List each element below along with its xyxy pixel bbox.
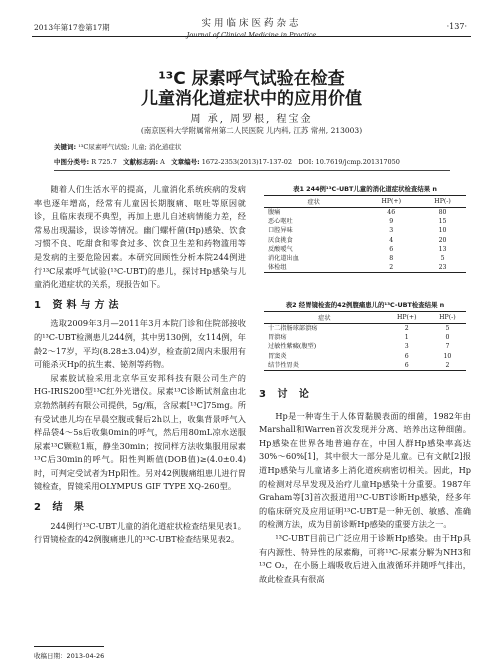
table-cell: 结节性胃炎 (264, 361, 385, 371)
journal-name-cn: 实用临床医药杂志 (201, 18, 302, 29)
affiliation: (南京医科大学附属常州第二人民医院 儿内科, 江苏 常州, 213003) (140, 126, 363, 135)
article-no-label: 文章编号: (171, 158, 200, 166)
classification-line (54, 157, 400, 166)
table-row (264, 208, 466, 218)
table-cell: 2 (404, 325, 409, 332)
issue-info: 2013年第17卷第17期 (34, 23, 110, 32)
authors: 周 承, 周罗根, 程宝金 (190, 114, 313, 125)
header-rule (32, 36, 471, 37)
table-cell: 1 (404, 334, 409, 342)
table-1-header-symptom: 症状 (264, 196, 363, 208)
doc-code-value: A (160, 158, 165, 166)
keywords-label: 关键词: (54, 143, 77, 151)
table-cell: 2 (429, 361, 466, 371)
article-title-line2: 儿童消化道症状中的应用价值 (141, 89, 362, 109)
table-cell: 13 (438, 245, 447, 253)
table-row (264, 254, 466, 263)
table-cell: 6 (389, 245, 394, 253)
table-row (264, 245, 466, 254)
table-row (264, 333, 466, 342)
section-3-paragraph-2: ¹³C-UBT目前已广泛应用于诊断Hp感染。由于Hp具有内源性、特异性的尿素酶，可将¹³C-尿素分解为NH3和¹³C O₂，在小肠上端吸收后进入血液循环并随呼气排出，故此检查具有很高 (259, 532, 471, 584)
table-cell: 15 (438, 218, 447, 226)
section-2-paragraph-1: 244例行¹³C-UBT儿童的消化道症状检查结果见表1。行胃镜检查的42例腹痛患儿的¹³C-UBT检查结果见表2。 (34, 520, 246, 545)
table-2-header-row (264, 312, 466, 324)
table-row (264, 236, 466, 245)
section-2-heading: 2 结 果 (34, 502, 88, 514)
table-cell: 5 (445, 325, 450, 332)
footnote-rule (34, 646, 104, 647)
table-1-header-hp-neg: HP(-) (419, 196, 466, 208)
table-cell: 胃溃疡 (268, 334, 287, 342)
right-column (259, 388, 471, 586)
page-number: ·137· (446, 22, 467, 31)
received-date: 收稿日期：2013-04-26 (34, 652, 105, 660)
table-cell: 10 (438, 227, 447, 235)
doc-code-label: 文献标志码: (122, 158, 159, 166)
table-cell: 6 (385, 361, 429, 371)
table-row (264, 342, 466, 351)
table-cell: 0 (445, 334, 450, 342)
table-row (264, 226, 466, 235)
table-row (264, 324, 466, 334)
table-cell: 3 (389, 227, 394, 235)
section-3-paragraph-1: Hp是一种寄生于人体胃黏膜表面的细菌，1982年由Marshall和Warren首次发现并分离、培养出这种细菌。Hp感染在世界各地普遍存在，中国人群Hp感染率高达30%～60%[1]，其中很大一部分是儿童。已有文献[2]报道Hp感染与儿童诸多上消化道疾病密切相关。因此，Hp的检测对尽早发现及治疗儿童Hp感染十分重要。1987年Graham等[3]首次报道用¹³C-UBT诊断Hp感染，经多年的临床研究及应用证明¹³C-UBT是一种无创、敏感、准确的检测方法，成为目前诊断Hp感染的重要方法之一。 (259, 410, 471, 530)
section-1-paragraph-1: 选取2009年3月—2011年3月本院门诊和住院部接收的¹³C-UBT检测患儿244例，其中男130例，女114例，年龄2～17岁，平均(8.28±3.04)岁，检查前2周内未服用有可能杀灭Hp的抗生素、铋剂等药物。 (34, 318, 246, 370)
table-1-header-hp-pos: HP(+) (363, 196, 419, 208)
table-row (264, 352, 466, 361)
table-cell: 7 (445, 343, 450, 351)
table-cell: 46 (387, 209, 396, 216)
article-no-value: 1672-2353(2013)17-137-02 (201, 158, 292, 166)
table-2-header-hp-pos: HP(+) (385, 312, 429, 324)
table-cell: 3 (404, 343, 409, 351)
journal-name-en: Journal of Clinical Medicine in Practice (186, 31, 317, 39)
section-1-heading: 1 资料与方法 (34, 299, 123, 311)
table-2-caption: 表2 经胃镜检查的42例腹痛患儿的¹³C-UBT检查结果 n (285, 301, 445, 309)
table-2 (264, 311, 466, 371)
meta-rule (54, 170, 450, 171)
table-cell: 20 (438, 236, 447, 244)
table-cell: 6 (404, 352, 409, 360)
table-row (264, 217, 466, 226)
keywords-value: ¹³C尿素呼气试验; 儿童; 消化道症状 (78, 143, 182, 151)
section-3-heading: 3 讨 论 (259, 389, 313, 400)
clc-label: 中图分类号: (54, 158, 90, 166)
clc-value: R 725.7 (91, 158, 117, 166)
table-cell: 腹痛 (268, 209, 281, 216)
table-cell: 胃窦炎 (268, 352, 287, 360)
table-row (264, 263, 466, 273)
intro-paragraph: 随着人们生活水平的提高，儿童消化系统疾病的发病率也逐年增高，经常有儿童因长期腹痛、呕吐等原因就诊，且临床表现不典型，再加上患儿自述病情能力差，经常易出现漏诊，误诊等情况。幽门螺杆菌(Hp)感染、饮食习惯不良、吃甜食和零食过多、饮食卫生差和药物滥用等是发病的主要危险因素。本研究回顾性分析本院244例进行¹³C尿素呼气试验(¹³C-UBT)的患儿，探讨Hp感染与儿童消化道症状的关系，现报告如下。 (34, 184, 246, 290)
table-cell: 恶心呕吐 (268, 218, 293, 226)
table-cell: 23 (419, 263, 466, 273)
doi-label: DOI: (298, 158, 314, 166)
table-cell: 过敏性紫癜(腹型) (268, 343, 317, 351)
table-cell: 体检组 (264, 263, 363, 273)
table-cell: 2 (363, 263, 419, 273)
table-row (264, 361, 466, 371)
left-column (34, 183, 246, 547)
table-2-header-hp-neg: HP(-) (429, 312, 466, 324)
table-2-header-symptom: 症状 (264, 312, 385, 324)
table-cell: 80 (438, 209, 447, 216)
table-cell: 5 (440, 255, 445, 263)
doi-value: 10.7619/jcmp.201317050 (315, 158, 400, 166)
table-cell: 消化道出血 (268, 255, 299, 263)
keywords (54, 142, 181, 151)
section-1-paragraph-2: 尿素胶试验采用北京华亘安邦科技有限公司生产的HG-IRIS200型¹³C红外光谱仪。尿素¹³C诊断试剂盒由北京勃然制药有限公司提供，5g/瓶，含尿素[¹³C]75mg。所有受试患儿均在早晨空腹或餐后2h以上，收集背景呼气入样品袋4～5s后收集0min的呼气，然后用80mL凉水送服尿素¹³C颗粒1瓶，静坐30min；按同样方法收集服用尿素¹³C后30min的呼气。阳性判断值(DOB值)≥(4.0±0.4)时，可判定受试者为Hp阳性。另对42例腹痛组患儿进行胃镜检查，胃镜采用OLYMPUS GIF TYPE XQ-260型。 (34, 372, 246, 492)
table-cell: 反酸嗳气 (268, 245, 293, 253)
table-cell: 10 (443, 352, 452, 360)
article-title-line1: ¹³C 尿素呼气试验在检查 (158, 69, 345, 89)
table-cell: 厌食挑食 (268, 236, 293, 244)
table-cell: 4 (389, 236, 394, 244)
table-1-caption: 表1 244例¹³C-UBT儿童的消化道症状检查结果 n (293, 185, 437, 193)
table-cell: 8 (389, 255, 394, 263)
table-cell: 口腔异味 (268, 227, 293, 235)
table-1-header-row (264, 196, 466, 208)
table-1 (264, 195, 466, 273)
table-cell: 9 (389, 218, 394, 226)
table-cell: 十二指肠球部溃疡 (268, 325, 318, 332)
